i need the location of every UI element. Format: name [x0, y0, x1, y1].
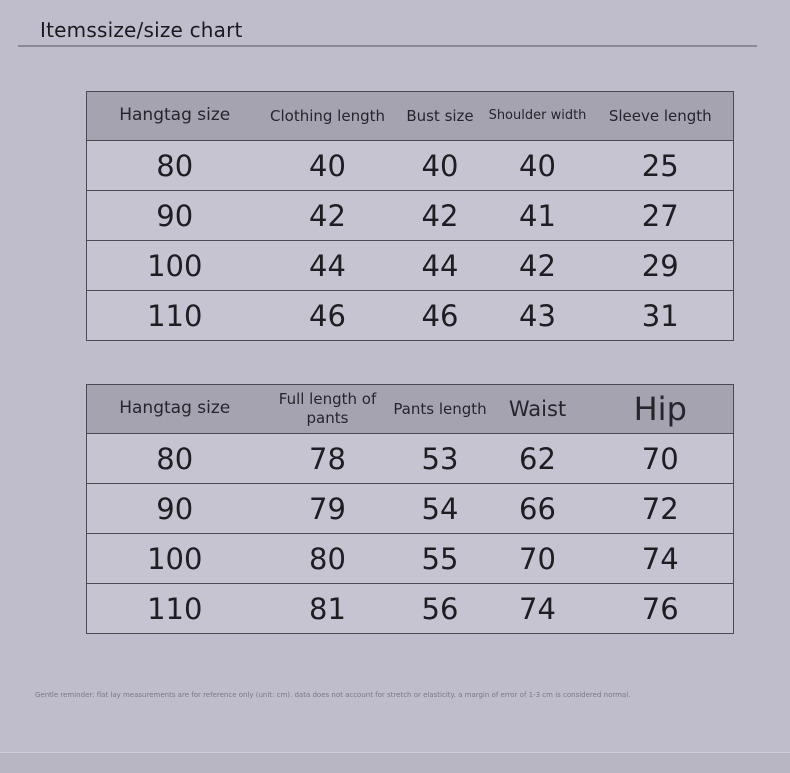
cell-size: 110 — [87, 291, 263, 341]
cell-clothing-length: 40 — [263, 141, 393, 191]
header-clothing-length: Clothing length — [263, 92, 393, 141]
table-row — [87, 484, 734, 534]
cell-waist: 74 — [488, 584, 588, 634]
table-row — [87, 584, 734, 634]
header-hip: Hip — [588, 385, 734, 434]
cell-hip: 72 — [588, 484, 734, 534]
cell-full-length: 79 — [263, 484, 393, 534]
cell-pants-length: 55 — [393, 534, 488, 584]
table-row — [87, 291, 734, 341]
cell-shoulder-width: 43 — [488, 291, 588, 341]
pants-size-table — [86, 384, 734, 634]
table-row — [87, 241, 734, 291]
cell-clothing-length: 44 — [263, 241, 393, 291]
cell-shoulder-width: 42 — [488, 241, 588, 291]
cell-bust-size: 46 — [393, 291, 488, 341]
cell-size: 100 — [87, 241, 263, 291]
header-shoulder-width: Shoulder width — [488, 92, 588, 141]
pants-header-row — [87, 385, 734, 434]
table-row — [87, 191, 734, 241]
cell-pants-length: 54 — [393, 484, 488, 534]
title-divider — [18, 45, 757, 47]
page-title: Itemssize/size chart — [40, 18, 243, 42]
tops-header-row — [87, 92, 734, 141]
cell-size: 80 — [87, 141, 263, 191]
table-row — [87, 534, 734, 584]
cell-hip: 76 — [588, 584, 734, 634]
cell-pants-length: 56 — [393, 584, 488, 634]
cell-waist: 66 — [488, 484, 588, 534]
cell-full-length: 80 — [263, 534, 393, 584]
measurement-reminder: Gentle reminder: flat lay measurements are for reference only (unit: cm). data does not account for stretch or elasticity. a margin of error of 1-3 cm is considered normal. — [35, 691, 631, 699]
cell-bust-size: 40 — [393, 141, 488, 191]
cell-clothing-length: 42 — [263, 191, 393, 241]
header-bust-size: Bust size — [393, 92, 488, 141]
header-hangtag-size: Hangtag size — [87, 92, 263, 141]
cell-bust-size: 42 — [393, 191, 488, 241]
cell-waist: 70 — [488, 534, 588, 584]
cell-full-length: 78 — [263, 434, 393, 484]
cell-sleeve-length: 27 — [588, 191, 734, 241]
table-row — [87, 434, 734, 484]
cell-sleeve-length: 25 — [588, 141, 734, 191]
cell-sleeve-length: 29 — [588, 241, 734, 291]
cell-clothing-length: 46 — [263, 291, 393, 341]
cell-size: 80 — [87, 434, 263, 484]
cell-size: 110 — [87, 584, 263, 634]
cell-size: 90 — [87, 484, 263, 534]
cell-hip: 74 — [588, 534, 734, 584]
cell-size: 90 — [87, 191, 263, 241]
cell-hip: 70 — [588, 434, 734, 484]
cell-size: 100 — [87, 534, 263, 584]
header-sleeve-length: Sleeve length — [588, 92, 734, 141]
cell-shoulder-width: 40 — [488, 141, 588, 191]
header-hangtag-size: Hangtag size — [87, 385, 263, 434]
tops-size-table — [86, 91, 734, 341]
table-row — [87, 141, 734, 191]
cell-bust-size: 44 — [393, 241, 488, 291]
cell-full-length: 81 — [263, 584, 393, 634]
bottom-strip — [0, 752, 790, 773]
cell-shoulder-width: 41 — [488, 191, 588, 241]
cell-waist: 62 — [488, 434, 588, 484]
header-waist: Waist — [488, 385, 588, 434]
header-pants-length: Pants length — [393, 385, 488, 434]
header-full-length-of-pants: Full length of pants — [263, 385, 393, 434]
cell-sleeve-length: 31 — [588, 291, 734, 341]
cell-pants-length: 53 — [393, 434, 488, 484]
